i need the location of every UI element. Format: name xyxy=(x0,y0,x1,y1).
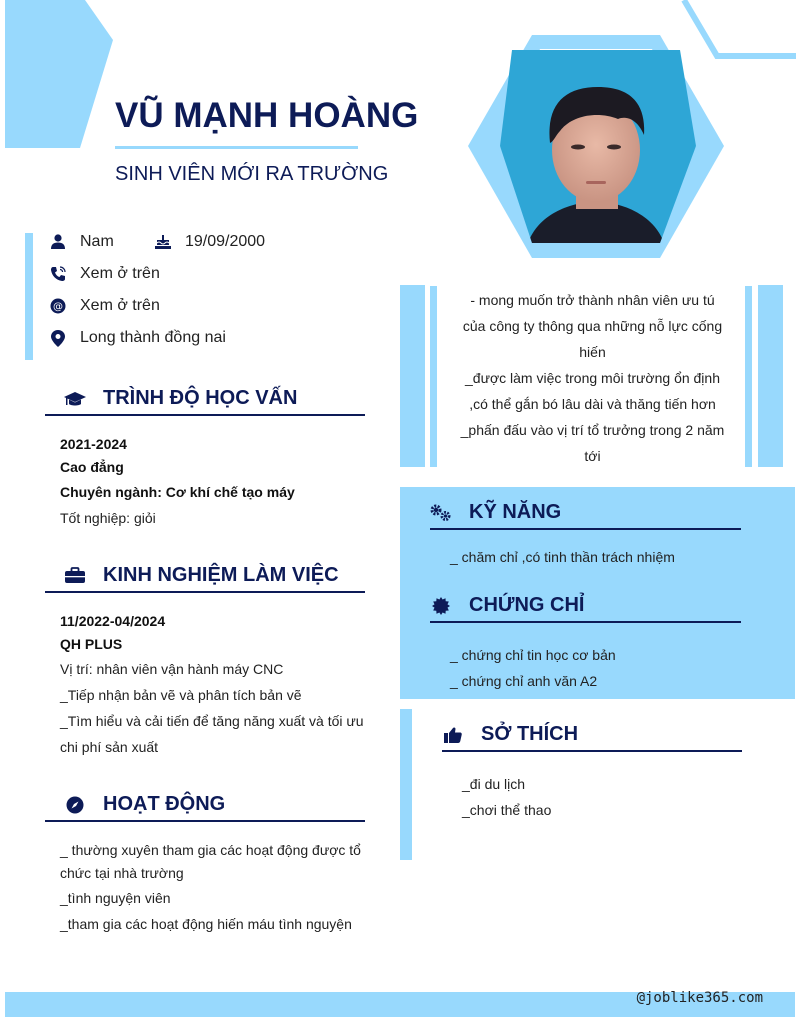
certificates-heading-text: CHỨNG CHỈ xyxy=(469,594,585,616)
candidate-job-title: SINH VIÊN MỚI RA TRƯỜNG xyxy=(115,163,389,185)
career-objective xyxy=(445,287,740,469)
activity-line: _tham gia các hoạt động hiến máu tình nguyện xyxy=(60,916,352,932)
compass-icon xyxy=(64,794,86,816)
certificate-item: _ chứng chỉ tin học cơ bản xyxy=(450,647,616,663)
experience-line: _Tiếp nhận bản vẽ và phân tích bản vẽ xyxy=(60,687,302,703)
profile-photo xyxy=(468,35,724,258)
education-heading-text: TRÌNH ĐỘ HỌC VẤN xyxy=(103,387,298,409)
objective-line: của công ty thông qua những nỗ lực cống xyxy=(462,318,723,334)
decorative-shape-top-left xyxy=(5,0,113,148)
certificates-divider xyxy=(430,621,741,623)
hobbies-heading-text: SỞ THÍCH xyxy=(481,723,579,745)
objective-bar-left-thick xyxy=(400,285,425,467)
contact-birthday xyxy=(155,233,265,251)
birthday-cake-icon xyxy=(155,234,171,250)
activities-heading xyxy=(64,793,225,816)
objective-bar-right-thick xyxy=(758,285,783,467)
experience-line: Vị trí: nhân viên vận hành máy CNC xyxy=(60,661,284,677)
contact-accent-bar xyxy=(25,233,33,360)
education-grade: Tốt nghiệp: giỏi xyxy=(60,510,156,526)
hobby-item: _chơi thể thao xyxy=(462,802,552,818)
graduation-cap-icon xyxy=(64,388,86,410)
name-underline xyxy=(115,146,358,149)
education-period: 2021-2024 xyxy=(60,436,127,452)
objective-line: tới xyxy=(584,448,601,464)
svg-text:@: @ xyxy=(53,301,63,313)
contact-email xyxy=(50,297,160,315)
user-icon xyxy=(50,234,66,250)
skills-divider xyxy=(430,528,741,530)
experience-line: chi phí sản xuất xyxy=(60,739,159,755)
objective-bar-left-thin xyxy=(430,286,437,467)
hobbies-accent-bar xyxy=(400,709,412,860)
education-major: Chuyên ngành: Cơ khí chế tạo máy xyxy=(60,484,295,500)
experience-line: _Tìm hiểu và cải tiến để tăng năng xuất và tối ưu xyxy=(60,713,364,729)
skill-item: _ chăm chỉ ,có tinh thần trách nhiệm xyxy=(450,549,675,565)
education-divider xyxy=(45,414,365,416)
education-heading xyxy=(64,387,297,410)
experience-period: 11/2022-04/2024 xyxy=(60,613,166,629)
experience-company: QH PLUS xyxy=(60,636,123,652)
candidate-name: VŨ MẠNH HOÀNG xyxy=(115,96,419,135)
gears-icon xyxy=(430,502,452,524)
objective-line: - mong muốn trở thành nhân viên ưu tú xyxy=(470,292,715,308)
contact-address xyxy=(50,329,226,347)
objective-bar-right-thin xyxy=(745,286,752,467)
phone-value: Xem ở trên xyxy=(80,265,160,282)
experience-heading xyxy=(64,564,339,587)
phone-icon xyxy=(50,266,66,282)
activity-line: _ thường xuyên tham gia các hoạt động được tổ xyxy=(60,842,361,858)
objective-line: hiến xyxy=(579,344,606,360)
hobby-item: _đi du lịch xyxy=(462,776,526,792)
activities-divider xyxy=(45,820,365,822)
address-value: Long thành đồng nai xyxy=(80,329,226,346)
activities-heading-text: HOẠT ĐỘNG xyxy=(103,793,226,815)
activity-line: chức tại nhà trường xyxy=(60,865,184,881)
experience-heading-text: KINH NGHIỆM LÀM VIỆC xyxy=(103,564,339,586)
education-level: Cao đẳng xyxy=(60,459,124,475)
contact-phone xyxy=(50,265,160,283)
objective-line: ,có thể gắn bó lâu dài và thăng tiến hơn xyxy=(469,396,716,412)
contact-gender xyxy=(50,233,114,251)
certificates-heading xyxy=(430,594,584,617)
objective-line: _được làm việc trong môi trường ổn định xyxy=(465,370,720,386)
hobbies-divider xyxy=(442,750,742,752)
hobbies-heading xyxy=(442,723,578,746)
gender-value: Nam xyxy=(80,233,114,250)
map-pin-icon xyxy=(50,330,66,346)
birthday-value: 19/09/2000 xyxy=(185,233,266,250)
activity-line: _tình nguyện viên xyxy=(60,890,171,906)
certificate-badge-icon xyxy=(430,595,452,617)
at-sign-icon xyxy=(50,298,66,314)
skills-heading xyxy=(430,501,561,524)
email-value: Xem ở trên xyxy=(80,297,160,314)
experience-divider xyxy=(45,591,365,593)
thumbs-up-icon xyxy=(442,724,464,746)
skills-heading-text: KỸ NĂNG xyxy=(469,501,562,523)
briefcase-icon xyxy=(64,565,86,587)
certificate-item: _ chứng chỉ anh văn A2 xyxy=(450,673,598,689)
objective-line: _phấn đấu vào vị trí tổ trưởng trong 2 năm xyxy=(460,422,725,438)
footer-watermark: @joblike365.com xyxy=(636,990,763,1006)
